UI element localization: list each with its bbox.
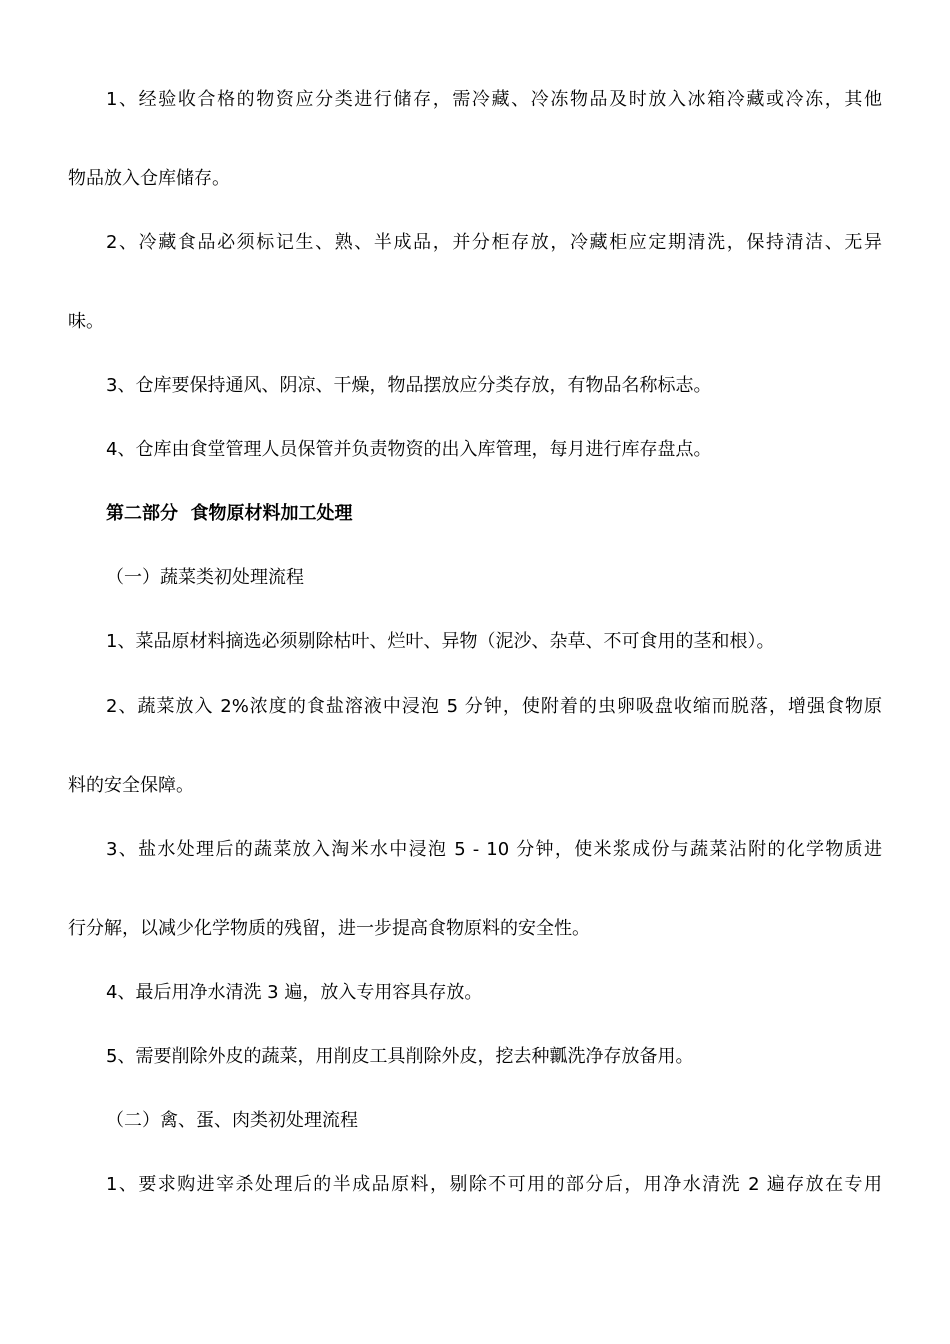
storage-paragraph-2-line-2: 味。 xyxy=(68,311,104,332)
storage-paragraph-1-line-2: 物品放入仓库储存。 xyxy=(68,168,230,189)
vegetable-paragraph-5: 5、需要削除外皮的蔬菜，用削皮工具削除外皮，挖去种瓤洗净存放备用。 xyxy=(106,1046,694,1067)
storage-paragraph-4: 4、仓库由食堂管理人员保管并负责物资的出入库管理，每月进行库存盘点。 xyxy=(106,439,712,460)
vegetable-paragraph-2-line-1: 2、蔬菜放入 2%浓度的食盐溶液中浸泡 5 分钟，使附着的虫卵吸盘收缩而脱落，增强食物原 xyxy=(106,696,882,717)
meat-subheading: （二）禽、蛋、肉类初处理流程 xyxy=(106,1110,358,1131)
vegetable-subheading: （一）蔬菜类初处理流程 xyxy=(106,567,304,588)
vegetable-paragraph-1: 1、菜品原材料摘选必须剔除枯叶、烂叶、异物（泥沙、杂草、不可食用的茎和根）。 xyxy=(106,631,775,652)
storage-paragraph-2-line-1: 2、冷藏食品必须标记生、熟、半成品，并分柜存放，冷藏柜应定期清洗，保持清洁、无异 xyxy=(106,232,882,253)
storage-paragraph-1-line-1: 1、经验收合格的物资应分类进行储存，需冷藏、冷冻物品及时放入冰箱冷藏或冷冻，其他 xyxy=(106,89,882,110)
vegetable-paragraph-3-line-2: 行分解，以减少化学物质的残留，进一步提高食物原料的安全性。 xyxy=(68,918,590,939)
meat-paragraph-1-line-1: 1、要求购进宰杀处理后的半成品原料，剔除不可用的部分后，用净水清洗 2 遍存放在专用 xyxy=(106,1174,882,1195)
storage-paragraph-3: 3、仓库要保持通风、阴凉、干燥，物品摆放应分类存放，有物品名称标志。 xyxy=(106,375,712,396)
vegetable-paragraph-2-line-2: 料的安全保障。 xyxy=(68,775,194,796)
vegetable-paragraph-3-line-1: 3、盐水处理后的蔬菜放入淘米水中浸泡 5 - 10 分钟，使米浆成份与蔬菜沾附的化学物质进 xyxy=(106,839,882,860)
vegetable-paragraph-4: 4、最后用净水清洗 3 遍，放入专用容具存放。 xyxy=(106,982,483,1003)
part-two-heading: 第二部分 食物原材料加工处理 xyxy=(106,503,353,524)
